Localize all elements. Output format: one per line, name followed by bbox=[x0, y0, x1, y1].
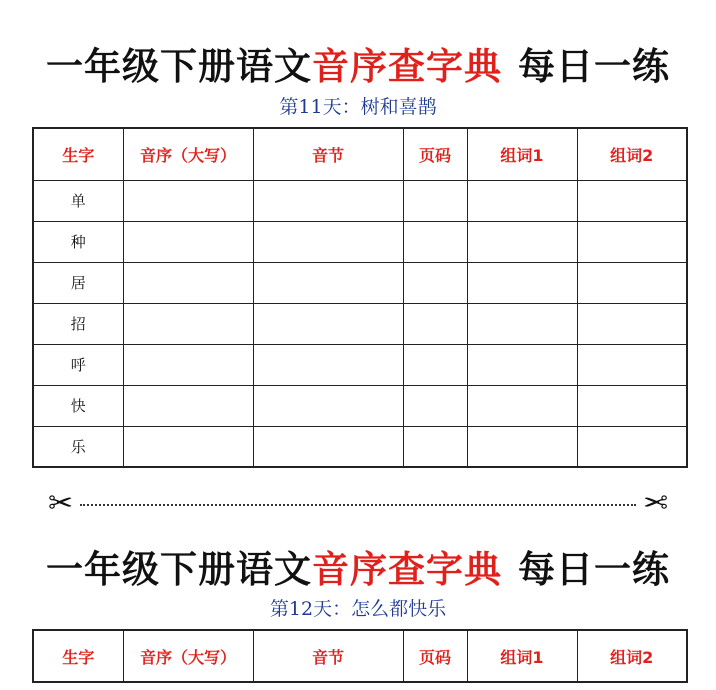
header-word-2: 组词2 bbox=[577, 630, 687, 682]
page-cell[interactable] bbox=[403, 426, 467, 467]
scissors-icon: ✂ bbox=[48, 486, 74, 521]
initial-cell[interactable] bbox=[123, 262, 253, 303]
word-2-cell[interactable] bbox=[577, 303, 687, 344]
sheet-1-subtitle: 第11天：树和喜鹊 bbox=[279, 96, 437, 118]
initial-cell[interactable] bbox=[123, 221, 253, 262]
syllable-cell[interactable] bbox=[253, 180, 403, 221]
header-page: 页码 bbox=[403, 630, 467, 682]
sheet-2-title-black: 一年级下册语文 bbox=[46, 547, 312, 591]
sheet-2-title bbox=[0, 539, 716, 593]
initial-cell[interactable] bbox=[123, 344, 253, 385]
word-2-cell[interactable] bbox=[577, 262, 687, 303]
sheet-1-title-tail: 每日一练 bbox=[518, 44, 670, 88]
header-character: 生字 bbox=[33, 128, 123, 180]
word-1-cell[interactable] bbox=[467, 221, 577, 262]
page-cell[interactable] bbox=[403, 385, 467, 426]
header-word-1: 组词1 bbox=[467, 128, 577, 180]
sheet-1-title-black: 一年级下册语文 bbox=[46, 44, 312, 88]
header-word-1: 组词1 bbox=[467, 630, 577, 682]
word-1-cell[interactable] bbox=[467, 180, 577, 221]
word-1-cell[interactable] bbox=[467, 262, 577, 303]
page-cell[interactable] bbox=[403, 262, 467, 303]
page-cell[interactable] bbox=[403, 344, 467, 385]
initial-cell[interactable] bbox=[123, 303, 253, 344]
header-syllable: 音节 bbox=[253, 630, 403, 682]
sheet-2-table bbox=[32, 629, 688, 683]
header-word-2: 组词2 bbox=[577, 128, 687, 180]
word-2-cell[interactable] bbox=[577, 385, 687, 426]
syllable-cell[interactable] bbox=[253, 303, 403, 344]
character-cell: 乐 bbox=[33, 426, 123, 467]
word-2-cell[interactable] bbox=[577, 344, 687, 385]
character-cell: 快 bbox=[33, 385, 123, 426]
header-initial: 音序（大写） bbox=[123, 128, 253, 180]
dotted-divider bbox=[80, 504, 636, 506]
page-cell[interactable] bbox=[403, 303, 467, 344]
table-row bbox=[33, 221, 687, 262]
word-2-cell[interactable] bbox=[577, 426, 687, 467]
character-cell: 种 bbox=[33, 221, 123, 262]
word-1-cell[interactable] bbox=[467, 426, 577, 467]
table-row bbox=[33, 344, 687, 385]
cut-line bbox=[48, 486, 668, 521]
page-cell[interactable] bbox=[403, 180, 467, 221]
word-1-cell[interactable] bbox=[467, 344, 577, 385]
sheet-2-subtitle: 第12天：怎么都快乐 bbox=[269, 598, 447, 620]
table-row bbox=[33, 303, 687, 344]
table-row bbox=[33, 385, 687, 426]
sheet-1-title-red: 音序查字典 bbox=[312, 44, 502, 88]
initial-cell[interactable] bbox=[123, 426, 253, 467]
scissors-icon: ✂ bbox=[642, 486, 668, 521]
word-1-cell[interactable] bbox=[467, 303, 577, 344]
sheet-1-title bbox=[0, 36, 716, 90]
sheet-1-table bbox=[32, 127, 688, 468]
character-cell: 呼 bbox=[33, 344, 123, 385]
initial-cell[interactable] bbox=[123, 180, 253, 221]
syllable-cell[interactable] bbox=[253, 344, 403, 385]
page-cell[interactable] bbox=[403, 221, 467, 262]
header-initial: 音序（大写） bbox=[123, 630, 253, 682]
syllable-cell[interactable] bbox=[253, 262, 403, 303]
syllable-cell[interactable] bbox=[253, 385, 403, 426]
header-character: 生字 bbox=[33, 630, 123, 682]
initial-cell[interactable] bbox=[123, 385, 253, 426]
sheet-2-title-red: 音序查字典 bbox=[312, 547, 502, 591]
word-2-cell[interactable] bbox=[577, 180, 687, 221]
character-cell: 单 bbox=[33, 180, 123, 221]
word-2-cell[interactable] bbox=[577, 221, 687, 262]
header-syllable: 音节 bbox=[253, 128, 403, 180]
character-cell: 居 bbox=[33, 262, 123, 303]
syllable-cell[interactable] bbox=[253, 426, 403, 467]
syllable-cell[interactable] bbox=[253, 221, 403, 262]
sheet-2-title-tail: 每日一练 bbox=[518, 547, 670, 591]
character-cell: 招 bbox=[33, 303, 123, 344]
table-row bbox=[33, 426, 687, 467]
table-row bbox=[33, 262, 687, 303]
word-1-cell[interactable] bbox=[467, 385, 577, 426]
table-row bbox=[33, 180, 687, 221]
header-page: 页码 bbox=[403, 128, 467, 180]
